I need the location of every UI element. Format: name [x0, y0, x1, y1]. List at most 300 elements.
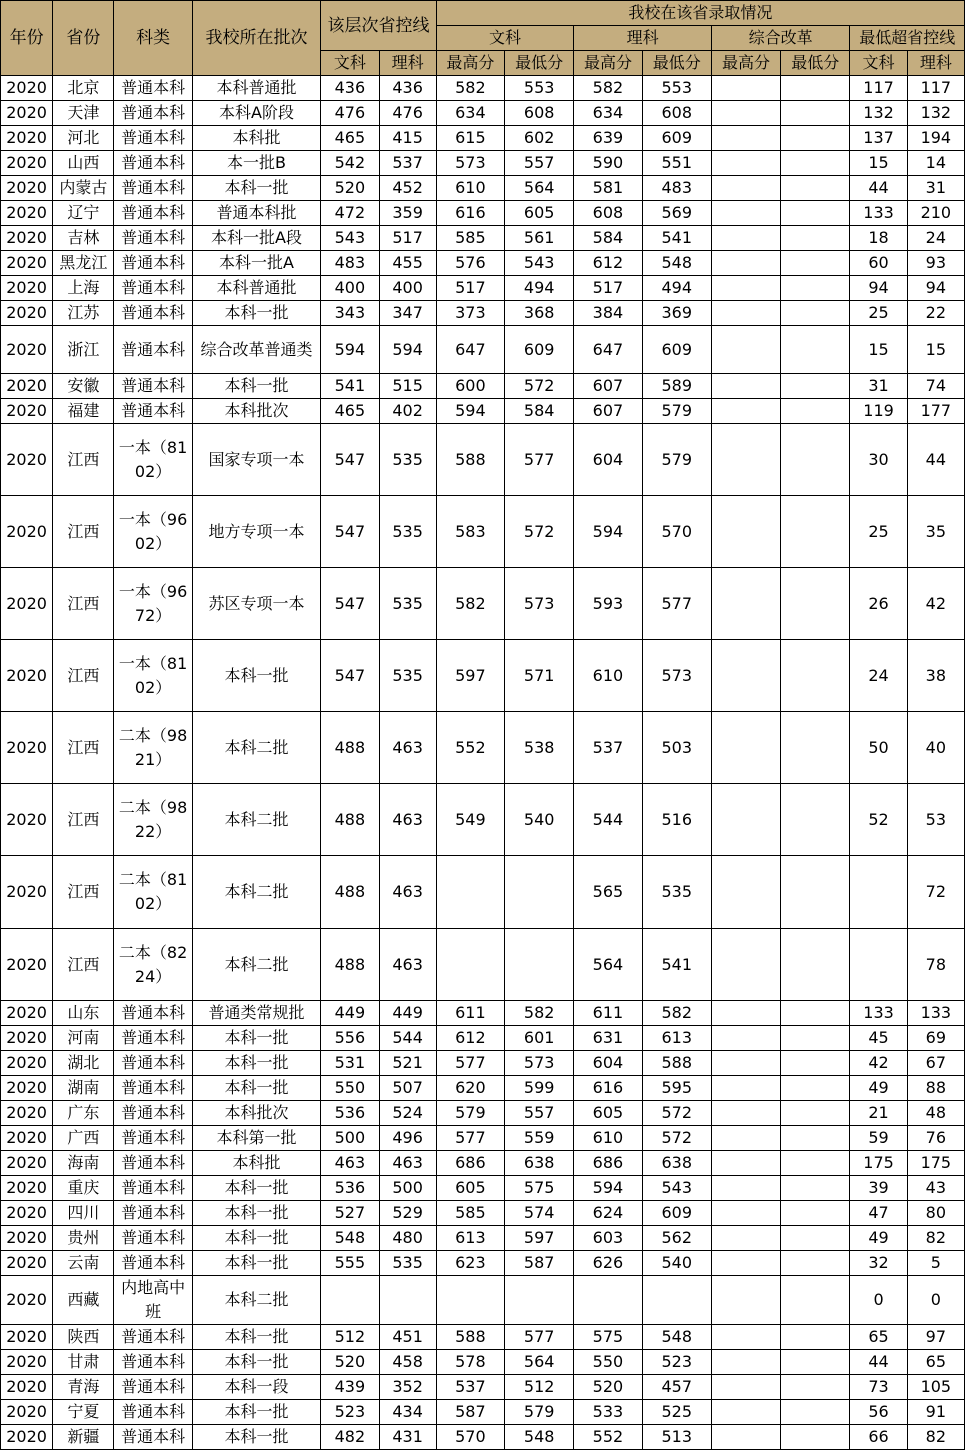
- li-min-cell: 579: [642, 399, 711, 424]
- zonghe-max-cell: [711, 1026, 780, 1051]
- li-max-cell: 610: [574, 640, 642, 712]
- wen-min-cell: 573: [505, 568, 574, 640]
- zonghe-max-cell: [711, 1400, 780, 1425]
- wen-max-cell: [436, 856, 504, 929]
- wen-max-cell: 587: [436, 1400, 504, 1425]
- over-wen-cell: 44: [850, 1350, 907, 1375]
- li-max-cell: 582: [574, 76, 642, 101]
- control-li-cell: 500: [379, 1176, 436, 1201]
- over-li-cell: 82: [907, 1226, 964, 1251]
- wen-max-cell: 585: [436, 1201, 504, 1226]
- control-wen-cell: 465: [321, 399, 379, 424]
- wen-min-cell: 584: [505, 399, 574, 424]
- table-row: [1, 226, 965, 251]
- li-min-cell: 638: [642, 1151, 711, 1176]
- wen-max-cell: 582: [436, 568, 504, 640]
- year-cell: 2020: [1, 1201, 53, 1226]
- over-wen-cell: 25: [850, 496, 907, 568]
- province-cell: 上海: [53, 276, 114, 301]
- over-li-cell: 82: [907, 1425, 964, 1450]
- control-li-cell: 594: [379, 326, 436, 374]
- wen-max-cell: 578: [436, 1350, 504, 1375]
- zonghe-min-cell: [781, 1276, 850, 1325]
- li-max-cell: 564: [574, 929, 642, 1001]
- control-wen-cell: [321, 1276, 379, 1325]
- over-li-cell: 210: [907, 201, 964, 226]
- li-min-cell: 573: [642, 640, 711, 712]
- li-max-cell: 565: [574, 856, 642, 929]
- batch-cell: 本科批次: [192, 1101, 321, 1126]
- category-cell: 普通本科: [114, 1201, 192, 1226]
- over-wen-cell: 31: [850, 374, 907, 399]
- category-cell: 普通本科: [114, 1425, 192, 1450]
- batch-cell: 本科批: [192, 126, 321, 151]
- over-wen-cell: 15: [850, 151, 907, 176]
- control-li-cell: 463: [379, 856, 436, 929]
- zonghe-min-cell: [781, 101, 850, 126]
- year-cell: 2020: [1, 126, 53, 151]
- category-cell: 二本（9822）: [114, 784, 192, 856]
- category-cell: 二本（8102）: [114, 856, 192, 929]
- control-li-cell: 449: [379, 1001, 436, 1026]
- li-min-cell: 588: [642, 1051, 711, 1076]
- li-max-cell: 594: [574, 496, 642, 568]
- wen-max-cell: 615: [436, 126, 504, 151]
- wen-max-cell: 623: [436, 1251, 504, 1276]
- wen-max-cell: 620: [436, 1076, 504, 1101]
- category-cell: 普通本科: [114, 226, 192, 251]
- over-wen-cell: 133: [850, 1001, 907, 1026]
- control-li-cell: 431: [379, 1425, 436, 1450]
- province-cell: 江苏: [53, 301, 114, 326]
- table-row: [1, 1001, 965, 1026]
- over-li-cell: 80: [907, 1201, 964, 1226]
- table-row: [1, 929, 965, 1001]
- batch-cell: 本科普通批: [192, 76, 321, 101]
- control-wen-cell: 472: [321, 201, 379, 226]
- category-cell: 普通本科: [114, 1026, 192, 1051]
- li-max-cell: 581: [574, 176, 642, 201]
- over-li-cell: 117: [907, 76, 964, 101]
- year-cell: 2020: [1, 1226, 53, 1251]
- wen-min-cell: 553: [505, 76, 574, 101]
- batch-cell: 本科一批: [192, 1251, 321, 1276]
- wen-max-cell: 588: [436, 1325, 504, 1350]
- over-li-cell: 132: [907, 101, 964, 126]
- control-li-cell: 544: [379, 1026, 436, 1051]
- batch-cell: 本科第一批: [192, 1126, 321, 1151]
- category-cell: 普通本科: [114, 1051, 192, 1076]
- over-li-cell: 93: [907, 251, 964, 276]
- li-min-cell: 503: [642, 712, 711, 784]
- control-li-cell: 458: [379, 1350, 436, 1375]
- control-wen-cell: 547: [321, 496, 379, 568]
- category-cell: 普通本科: [114, 1400, 192, 1425]
- control-wen-cell: 542: [321, 151, 379, 176]
- table-row: [1, 1051, 965, 1076]
- table-body: [1, 76, 965, 1450]
- category-cell: 二本（8224）: [114, 929, 192, 1001]
- control-li-cell: 476: [379, 101, 436, 126]
- over-wen-cell: 119: [850, 399, 907, 424]
- li-min-cell: 516: [642, 784, 711, 856]
- li-max-cell: 608: [574, 201, 642, 226]
- over-wen-cell: 42: [850, 1051, 907, 1076]
- table-row: [1, 1251, 965, 1276]
- li-max-cell: 584: [574, 226, 642, 251]
- over-wen-cell: 73: [850, 1375, 907, 1400]
- control-wen-cell: 463: [321, 1151, 379, 1176]
- li-min-cell: 483: [642, 176, 711, 201]
- li-min-cell: 523: [642, 1350, 711, 1375]
- category-cell: 普通本科: [114, 201, 192, 226]
- control-li-cell: [379, 1276, 436, 1325]
- control-wen-cell: 547: [321, 640, 379, 712]
- control-wen-cell: 439: [321, 1375, 379, 1400]
- zonghe-max-cell: [711, 176, 780, 201]
- category-cell: 普通本科: [114, 1325, 192, 1350]
- zonghe-max-cell: [711, 1375, 780, 1400]
- province-cell: 陕西: [53, 1325, 114, 1350]
- table-row: [1, 399, 965, 424]
- control-li-cell: 400: [379, 276, 436, 301]
- over-li-cell: 35: [907, 496, 964, 568]
- wen-max-cell: 600: [436, 374, 504, 399]
- header-category: 科类: [114, 1, 192, 76]
- zonghe-min-cell: [781, 126, 850, 151]
- batch-cell: 本科一批: [192, 176, 321, 201]
- category-cell: 普通本科: [114, 176, 192, 201]
- zonghe-max-cell: [711, 226, 780, 251]
- li-min-cell: 543: [642, 1176, 711, 1201]
- wen-max-cell: 610: [436, 176, 504, 201]
- li-min-cell: 525: [642, 1400, 711, 1425]
- zonghe-max-cell: [711, 1276, 780, 1325]
- control-wen-cell: 400: [321, 276, 379, 301]
- wen-min-cell: [505, 929, 574, 1001]
- category-cell: 普通本科: [114, 399, 192, 424]
- wen-min-cell: 575: [505, 1176, 574, 1201]
- control-li-cell: 507: [379, 1076, 436, 1101]
- batch-cell: 本科二批: [192, 1276, 321, 1325]
- batch-cell: 地方专项一本: [192, 496, 321, 568]
- province-cell: 新疆: [53, 1425, 114, 1450]
- over-li-cell: 94: [907, 276, 964, 301]
- over-li-cell: 97: [907, 1325, 964, 1350]
- over-wen-cell: 52: [850, 784, 907, 856]
- year-cell: 2020: [1, 640, 53, 712]
- zonghe-min-cell: [781, 1350, 850, 1375]
- control-wen-cell: 541: [321, 374, 379, 399]
- control-li-cell: 455: [379, 251, 436, 276]
- control-wen-cell: 520: [321, 1350, 379, 1375]
- category-cell: 普通本科: [114, 326, 192, 374]
- control-li-cell: 535: [379, 640, 436, 712]
- wen-min-cell: 597: [505, 1226, 574, 1251]
- zonghe-max-cell: [711, 301, 780, 326]
- wen-max-cell: 517: [436, 276, 504, 301]
- header-zonghe-max: 最高分: [711, 51, 780, 76]
- control-wen-cell: 543: [321, 226, 379, 251]
- category-cell: 普通本科: [114, 251, 192, 276]
- zonghe-max-cell: [711, 1226, 780, 1251]
- control-li-cell: 352: [379, 1375, 436, 1400]
- wen-min-cell: [505, 856, 574, 929]
- over-li-cell: 91: [907, 1400, 964, 1425]
- over-wen-cell: 44: [850, 176, 907, 201]
- batch-cell: 本科一批: [192, 1350, 321, 1375]
- li-min-cell: 551: [642, 151, 711, 176]
- li-min-cell: 541: [642, 226, 711, 251]
- zonghe-min-cell: [781, 712, 850, 784]
- wen-min-cell: 557: [505, 1101, 574, 1126]
- header-li: 理科: [574, 26, 712, 51]
- table-row: [1, 1276, 965, 1325]
- batch-cell: 本科二批: [192, 784, 321, 856]
- province-cell: 江西: [53, 640, 114, 712]
- table-row: [1, 301, 965, 326]
- table-row: [1, 1226, 965, 1251]
- wen-max-cell: 585: [436, 226, 504, 251]
- over-li-cell: 40: [907, 712, 964, 784]
- control-wen-cell: 536: [321, 1176, 379, 1201]
- li-max-cell: 631: [574, 1026, 642, 1051]
- zonghe-max-cell: [711, 1350, 780, 1375]
- wen-max-cell: 549: [436, 784, 504, 856]
- over-wen-cell: 65: [850, 1325, 907, 1350]
- li-min-cell: 369: [642, 301, 711, 326]
- control-wen-cell: 512: [321, 1325, 379, 1350]
- li-max-cell: 593: [574, 568, 642, 640]
- batch-cell: 本科一批: [192, 1201, 321, 1226]
- over-wen-cell: 49: [850, 1076, 907, 1101]
- header-control-wen: 文科: [321, 51, 379, 76]
- header-wen: 文科: [436, 26, 574, 51]
- control-li-cell: 517: [379, 226, 436, 251]
- year-cell: 2020: [1, 226, 53, 251]
- category-cell: 普通本科: [114, 1076, 192, 1101]
- zonghe-max-cell: [711, 399, 780, 424]
- li-min-cell: 457: [642, 1375, 711, 1400]
- over-li-cell: 31: [907, 176, 964, 201]
- header-li-min: 最低分: [642, 51, 711, 76]
- year-cell: 2020: [1, 784, 53, 856]
- province-cell: 山东: [53, 1001, 114, 1026]
- over-li-cell: 14: [907, 151, 964, 176]
- table-row: [1, 1026, 965, 1051]
- over-li-cell: 133: [907, 1001, 964, 1026]
- category-cell: 普通本科: [114, 101, 192, 126]
- wen-max-cell: 576: [436, 251, 504, 276]
- province-cell: 黑龙江: [53, 251, 114, 276]
- zonghe-max-cell: [711, 1001, 780, 1026]
- year-cell: 2020: [1, 1126, 53, 1151]
- zonghe-max-cell: [711, 251, 780, 276]
- li-max-cell: 612: [574, 251, 642, 276]
- table-row: [1, 784, 965, 856]
- year-cell: 2020: [1, 856, 53, 929]
- year-cell: 2020: [1, 1026, 53, 1051]
- over-li-cell: 0: [907, 1276, 964, 1325]
- over-li-cell: 53: [907, 784, 964, 856]
- control-wen-cell: 436: [321, 76, 379, 101]
- over-wen-cell: 133: [850, 201, 907, 226]
- wen-min-cell: 512: [505, 1375, 574, 1400]
- zonghe-max-cell: [711, 712, 780, 784]
- zonghe-min-cell: [781, 1325, 850, 1350]
- li-max-cell: 611: [574, 1001, 642, 1026]
- over-li-cell: 175: [907, 1151, 964, 1176]
- wen-max-cell: 605: [436, 1176, 504, 1201]
- header-wen-min: 最低分: [505, 51, 574, 76]
- year-cell: 2020: [1, 929, 53, 1001]
- over-wen-cell: 60: [850, 251, 907, 276]
- control-li-cell: 436: [379, 76, 436, 101]
- table-row: [1, 276, 965, 301]
- li-min-cell: 589: [642, 374, 711, 399]
- zonghe-min-cell: [781, 326, 850, 374]
- zonghe-min-cell: [781, 176, 850, 201]
- zonghe-max-cell: [711, 424, 780, 496]
- zonghe-max-cell: [711, 568, 780, 640]
- table-row: [1, 1126, 965, 1151]
- province-cell: 贵州: [53, 1226, 114, 1251]
- control-wen-cell: 488: [321, 929, 379, 1001]
- batch-cell: 本科一批: [192, 1026, 321, 1051]
- wen-min-cell: 577: [505, 424, 574, 496]
- zonghe-min-cell: [781, 496, 850, 568]
- wen-min-cell: 548: [505, 1425, 574, 1450]
- province-cell: 内蒙古: [53, 176, 114, 201]
- zonghe-min-cell: [781, 784, 850, 856]
- li-max-cell: 537: [574, 712, 642, 784]
- over-wen-cell: 26: [850, 568, 907, 640]
- over-wen-cell: 49: [850, 1226, 907, 1251]
- li-max-cell: 610: [574, 1126, 642, 1151]
- category-cell: 普通本科: [114, 301, 192, 326]
- control-li-cell: 463: [379, 712, 436, 784]
- province-cell: 四川: [53, 1201, 114, 1226]
- control-li-cell: 434: [379, 1400, 436, 1425]
- year-cell: 2020: [1, 101, 53, 126]
- li-max-cell: 550: [574, 1350, 642, 1375]
- zonghe-max-cell: [711, 1101, 780, 1126]
- province-cell: 宁夏: [53, 1400, 114, 1425]
- li-min-cell: 548: [642, 251, 711, 276]
- batch-cell: 综合改革普通类: [192, 326, 321, 374]
- li-min-cell: 595: [642, 1076, 711, 1101]
- zonghe-min-cell: [781, 374, 850, 399]
- year-cell: 2020: [1, 1276, 53, 1325]
- control-li-cell: 515: [379, 374, 436, 399]
- year-cell: 2020: [1, 176, 53, 201]
- zonghe-max-cell: [711, 1425, 780, 1450]
- over-wen-cell: 50: [850, 712, 907, 784]
- li-max-cell: 552: [574, 1425, 642, 1450]
- over-wen-cell: 30: [850, 424, 907, 496]
- li-min-cell: 562: [642, 1226, 711, 1251]
- control-wen-cell: 527: [321, 1201, 379, 1226]
- li-min-cell: 572: [642, 1101, 711, 1126]
- batch-cell: 本科一批: [192, 1076, 321, 1101]
- control-li-cell: 480: [379, 1226, 436, 1251]
- wen-max-cell: 613: [436, 1226, 504, 1251]
- wen-min-cell: 571: [505, 640, 574, 712]
- over-li-cell: 43: [907, 1176, 964, 1201]
- control-wen-cell: 488: [321, 856, 379, 929]
- year-cell: 2020: [1, 326, 53, 374]
- province-cell: 江西: [53, 712, 114, 784]
- header-province: 省份: [53, 1, 114, 76]
- province-cell: 北京: [53, 76, 114, 101]
- header-over-li: 理科: [907, 51, 964, 76]
- zonghe-min-cell: [781, 1375, 850, 1400]
- wen-min-cell: 599: [505, 1076, 574, 1101]
- year-cell: 2020: [1, 1251, 53, 1276]
- table-header: [1, 1, 965, 76]
- category-cell: 普通本科: [114, 276, 192, 301]
- wen-max-cell: 582: [436, 76, 504, 101]
- batch-cell: 本科普通批: [192, 276, 321, 301]
- wen-max-cell: 647: [436, 326, 504, 374]
- table-row: [1, 1400, 965, 1425]
- province-cell: 福建: [53, 399, 114, 424]
- wen-min-cell: 605: [505, 201, 574, 226]
- year-cell: 2020: [1, 496, 53, 568]
- batch-cell: 本科一批: [192, 374, 321, 399]
- zonghe-max-cell: [711, 1325, 780, 1350]
- control-wen-cell: 523: [321, 1400, 379, 1425]
- zonghe-min-cell: [781, 1201, 850, 1226]
- year-cell: 2020: [1, 251, 53, 276]
- over-wen-cell: 25: [850, 301, 907, 326]
- province-cell: 浙江: [53, 326, 114, 374]
- wen-min-cell: 543: [505, 251, 574, 276]
- zonghe-max-cell: [711, 151, 780, 176]
- zonghe-max-cell: [711, 1151, 780, 1176]
- zonghe-max-cell: [711, 101, 780, 126]
- zonghe-min-cell: [781, 1026, 850, 1051]
- table-row: [1, 1201, 965, 1226]
- control-li-cell: 535: [379, 568, 436, 640]
- batch-cell: 本科一批: [192, 301, 321, 326]
- li-max-cell: 607: [574, 374, 642, 399]
- zonghe-min-cell: [781, 276, 850, 301]
- batch-cell: 本科批: [192, 1151, 321, 1176]
- li-max-cell: 520: [574, 1375, 642, 1400]
- li-max-cell: 594: [574, 1176, 642, 1201]
- li-max-cell: 639: [574, 126, 642, 151]
- year-cell: 2020: [1, 276, 53, 301]
- control-li-cell: 463: [379, 784, 436, 856]
- wen-min-cell: 564: [505, 1350, 574, 1375]
- li-max-cell: [574, 1276, 642, 1325]
- province-cell: 安徽: [53, 374, 114, 399]
- over-li-cell: 24: [907, 226, 964, 251]
- header-wen-max: 最高分: [436, 51, 504, 76]
- control-li-cell: 402: [379, 399, 436, 424]
- zonghe-max-cell: [711, 1126, 780, 1151]
- table-row: [1, 1176, 965, 1201]
- wen-min-cell: [505, 1276, 574, 1325]
- control-wen-cell: 500: [321, 1126, 379, 1151]
- wen-max-cell: 612: [436, 1026, 504, 1051]
- zonghe-min-cell: [781, 301, 850, 326]
- control-wen-cell: 548: [321, 1226, 379, 1251]
- zonghe-max-cell: [711, 856, 780, 929]
- wen-min-cell: 608: [505, 101, 574, 126]
- over-li-cell: 78: [907, 929, 964, 1001]
